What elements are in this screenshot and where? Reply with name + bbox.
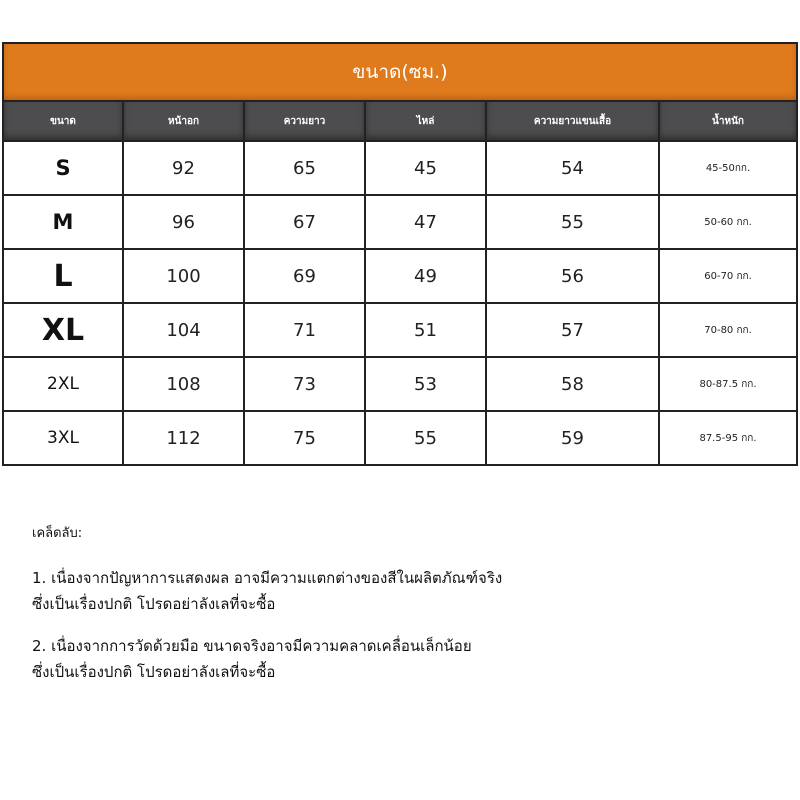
sleeve-cell: 56	[486, 249, 659, 303]
sleeve-cell: 59	[486, 411, 659, 464]
tip-note-line: 1. เนื่องจากปัญหาการแสดงผล อาจมีความแตกต่างของสีในผลิตภัณฑ์จริง	[32, 569, 503, 587]
size-table	[4, 102, 796, 464]
column-header-weight: น้ำหนัก	[659, 102, 796, 141]
table-row	[4, 411, 796, 464]
chest-cell: 104	[123, 303, 244, 357]
shoulder-cell: 49	[365, 249, 486, 303]
size-cell: L	[4, 249, 123, 303]
tip-note-line: 2. เนื่องจากการวัดด้วยมือ ขนาดจริงอาจมีความคลาดเคลื่อนเล็กน้อย	[32, 637, 472, 655]
length-cell: 69	[244, 249, 365, 303]
shoulder-cell: 53	[365, 357, 486, 411]
chest-cell: 100	[123, 249, 244, 303]
table-row	[4, 249, 796, 303]
shoulder-cell: 51	[365, 303, 486, 357]
tips-heading: เคล็ดลับ:	[32, 526, 83, 541]
table-row	[4, 303, 796, 357]
column-header-size: ขนาด	[4, 102, 123, 141]
sleeve-cell: 57	[486, 303, 659, 357]
size-cell: S	[4, 141, 123, 195]
tip-note	[32, 633, 772, 685]
chest-cell: 92	[123, 141, 244, 195]
length-cell: 75	[244, 411, 365, 464]
shoulder-cell: 55	[365, 411, 486, 464]
column-header-shoulder: ไหล่	[365, 102, 486, 141]
size-chart	[2, 42, 798, 466]
sleeve-cell: 58	[486, 357, 659, 411]
column-header-length: ความยาว	[244, 102, 365, 141]
size-cell: 3XL	[4, 411, 123, 464]
tip-note	[32, 565, 772, 617]
size-cell: M	[4, 195, 123, 249]
chest-cell: 108	[123, 357, 244, 411]
chest-cell: 96	[123, 195, 244, 249]
length-cell: 67	[244, 195, 365, 249]
size-chart-title: ขนาด(ซม.)	[4, 44, 796, 102]
sleeve-cell: 55	[486, 195, 659, 249]
length-cell: 65	[244, 141, 365, 195]
length-cell: 73	[244, 357, 365, 411]
column-header-row	[4, 102, 796, 141]
column-header-sleeve: ความยาวแขนเสื้อ	[486, 102, 659, 141]
weight-cell: 87.5-95 กก.	[659, 411, 796, 464]
chest-cell: 112	[123, 411, 244, 464]
sleeve-cell: 54	[486, 141, 659, 195]
size-cell: XL	[4, 303, 123, 357]
tip-note-line: ซึ่งเป็นเรื่องปกติ โปรดอย่าลังเลที่จะซื้อ	[32, 595, 276, 613]
weight-cell: 50-60 กก.	[659, 195, 796, 249]
tip-note-line: ซึ่งเป็นเรื่องปกติ โปรดอย่าลังเลที่จะซื้อ	[32, 663, 276, 681]
tips-section	[32, 522, 772, 701]
weight-cell: 60-70 กก.	[659, 249, 796, 303]
table-row	[4, 195, 796, 249]
shoulder-cell: 45	[365, 141, 486, 195]
length-cell: 71	[244, 303, 365, 357]
weight-cell: 45-50กก.	[659, 141, 796, 195]
table-row	[4, 357, 796, 411]
table-row	[4, 141, 796, 195]
weight-cell: 80-87.5 กก.	[659, 357, 796, 411]
column-header-chest: หน้าอก	[123, 102, 244, 141]
shoulder-cell: 47	[365, 195, 486, 249]
weight-cell: 70-80 กก.	[659, 303, 796, 357]
size-cell: 2XL	[4, 357, 123, 411]
